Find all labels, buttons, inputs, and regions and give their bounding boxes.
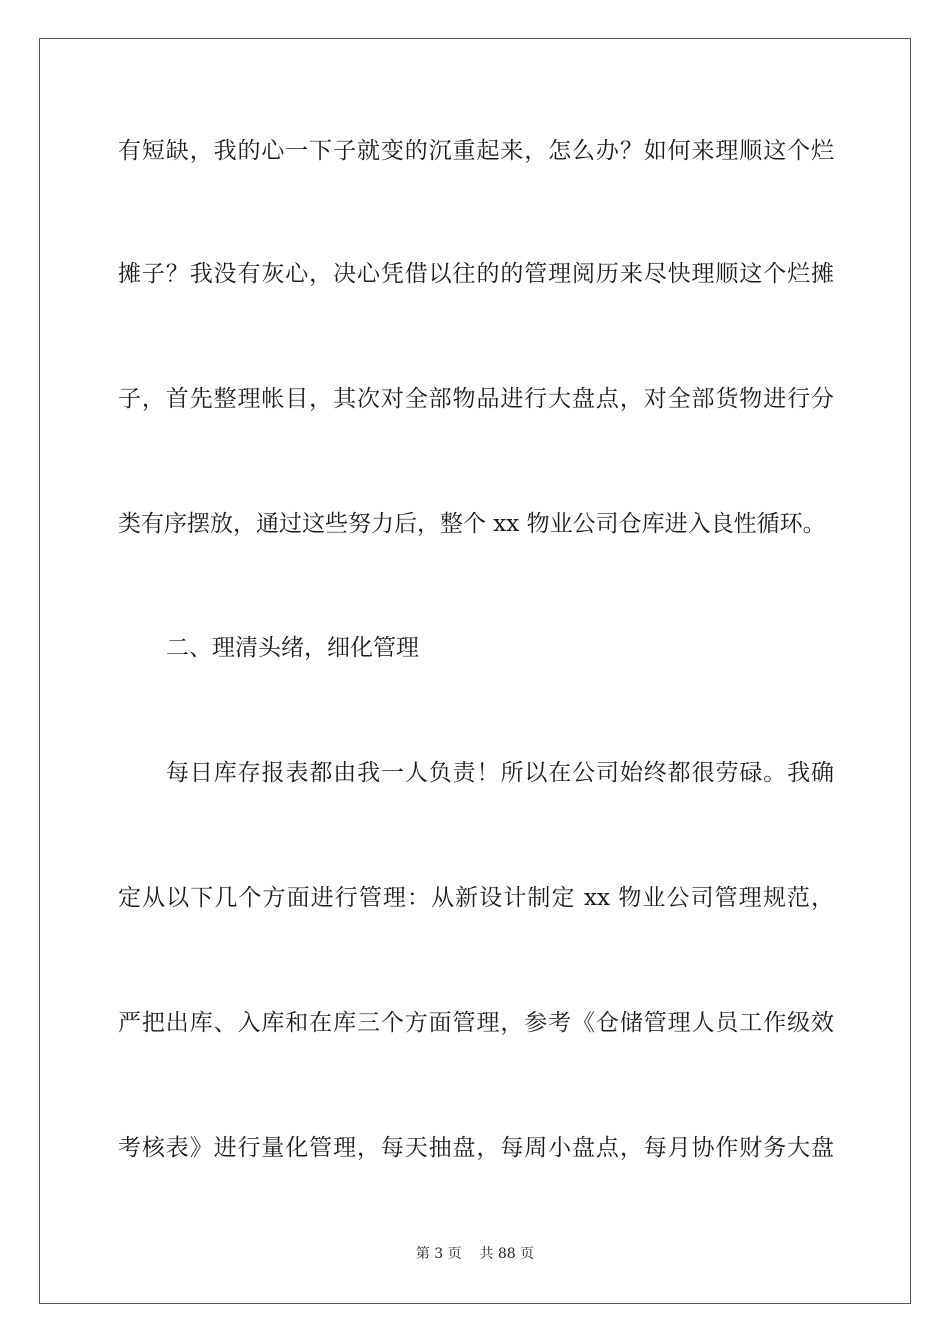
text-line: 子，首先整理帐目，其次对全部物品进行大盘点，对全部货物进行分: [118, 386, 834, 412]
text-line: 考核表》进行量化管理，每天抽盘，每周小盘点，每月协作财务大盘: [118, 1135, 834, 1161]
page-number: 第 3 页: [415, 1246, 462, 1262]
text-line: 严把出库、入库和在库三个方面管理，参考《仓储管理人员工作级效: [118, 1010, 834, 1036]
text-line: 每日库存报表都由我一人负责！所以在公司始终都很劳碌。我确: [166, 760, 834, 786]
text-line: 定从以下几个方面进行管理：从新设计制定 xx 物业公司管理规范，: [118, 885, 834, 911]
page-border: [39, 38, 911, 1304]
text-line: 类有序摆放，通过这些努力后，整个 xx 物业公司仓库进入良性循环。: [118, 511, 826, 537]
text-line: 有短缺，我的心一下子就变的沉重起来，怎么办？如何来理顺这个烂: [118, 138, 834, 164]
text-line: 摊子？我没有灰心，决心凭借以往的的管理阅历来尽快理顺这个烂摊: [118, 261, 834, 287]
page-total: 共 88 页: [479, 1246, 535, 1262]
section-heading: 二、理清头绪，细化管理: [166, 635, 419, 661]
page-footer: [0, 1245, 950, 1263]
